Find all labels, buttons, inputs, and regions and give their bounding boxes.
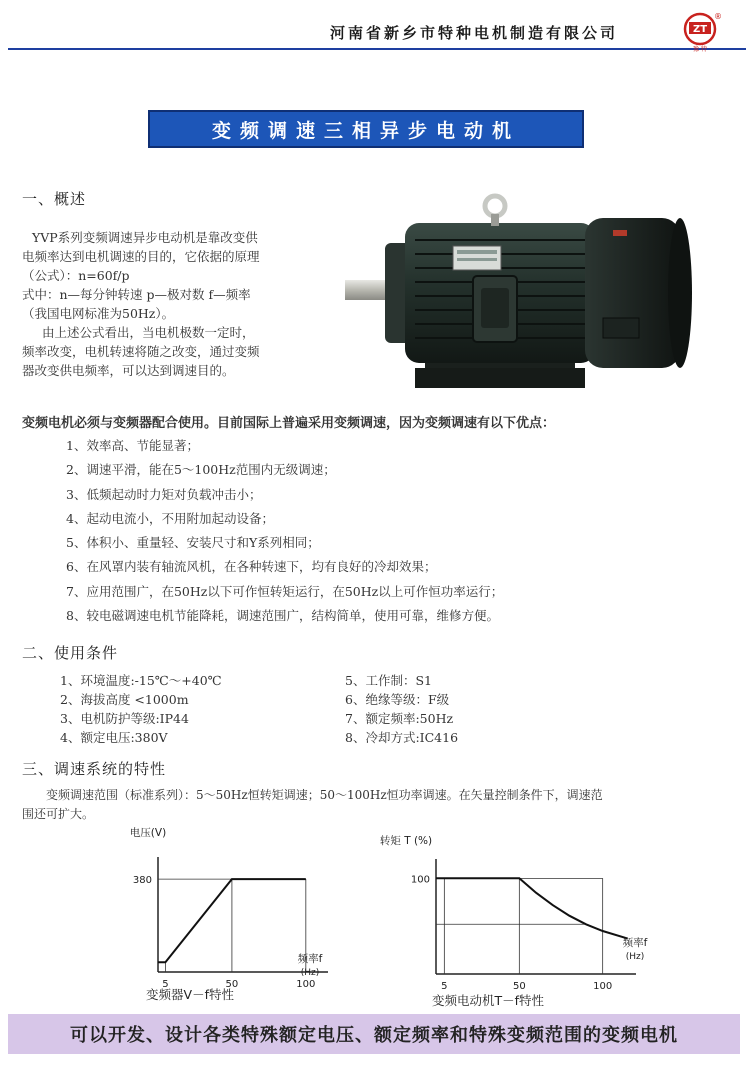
speed-range-text [22,786,603,824]
advantages-list [66,436,503,630]
condition-item: 8、冷却方式:IC416 [345,730,459,745]
overview-paragraph [22,228,260,380]
condition-item: 6、绝缘等级：F级 [345,692,450,707]
page-title: 变频调速三相异步电动机 [211,119,520,142]
section2-heading: 二、使用条件 [22,644,119,662]
overview-line: 电频率达到电机调速的目的，它依据的原理 [22,249,260,264]
title-banner [148,110,584,148]
list-item: 1、效率高、节能显著； [66,438,199,453]
x-axis-unit: (Hz) [300,968,320,978]
list-item: 4、起动电流小，不用附加起动设备； [66,510,274,526]
condition-item: 1、环境温度:-15℃～+40℃ [60,673,222,688]
x-tick-label: 100 [593,981,613,992]
registered-mark: ® [714,12,722,21]
section1-heading: 一、概述 [22,190,87,208]
condition-item: 3、电机防护等级:IP44 [60,711,189,726]
y-axis-label: 电压(V) [129,827,167,839]
x-axis-unit: (Hz) [625,952,645,962]
speed-range-line: 变频调速范围（标准系列）：5～50Hz恒转矩调速；50～100Hz恒功率调速。在矢量控制条件下，调速范 [46,788,603,802]
x-tick-label: 5 [162,979,169,990]
tf-chart [360,826,690,1011]
overview-line: 频率改变，电机转速将随之改变，通过变频 [22,344,260,359]
vf-chart [90,822,360,1007]
x-axis-label: 频率f [297,953,323,965]
list-item: 2、调速平滑，能在5～100Hz范围内无级调速； [66,462,336,478]
chart-title: 变频电动机T－f特性 [431,993,545,1008]
overview-line: （公式）：n=60f/p [22,268,130,283]
conditions-right [345,671,458,747]
condition-item: 7、额定频率:50Hz [345,711,454,726]
list-item: 7、应用范围广，在50Hz以下可作恒转矩运行，在50Hz以上可作恒功率运行； [66,583,504,599]
condition-item: 2、海拔高度 <1000m [60,692,189,707]
motor-photo [345,188,695,393]
x-tick-label: 100 [296,979,316,990]
footer-slogan: 可以开发、设计各类特殊额定电压、额定频率和特殊变频范围的变频电机 [70,1025,678,1046]
x-axis-label: 频率f [622,937,648,949]
overview-line: 式中：n—每分钟转速 p—极对数 f—频率 [22,287,251,302]
list-item: 6、在风罩内装有轴流风机，在各种转速下，均有良好的冷却效果； [66,559,437,575]
overview-line: 器改变供电频率，可以达到调速目的。 [22,363,235,378]
footer-banner [8,1014,740,1054]
list-item: 3、低频起动时力矩对负载冲击小； [66,486,262,502]
list-item: 8、较电磁调速电机节能降耗，调速范围广，结构简单，使用可靠，维修方便。 [66,608,499,624]
company-logo-icon [680,10,724,52]
x-tick-label: 50 [225,979,239,990]
series-line [436,878,628,938]
speed-range-line: 围还可扩大。 [22,807,95,821]
x-tick-label: 50 [512,981,526,992]
section3-heading: 三、调速系统的特性 [22,760,167,778]
condition-item: 4、额定电压:380V [60,730,168,745]
chart-title: 变频器V－f特性 [146,987,234,1002]
y-tick-label: 380 [132,875,152,887]
header-divider [8,48,746,50]
overview-line: 由上述公式看出，当电机极数一定时， [42,325,255,340]
condition-item: 5、工作制：S1 [345,673,432,688]
logo-caption: 豫 特 [693,46,707,52]
advantages-intro: 变频电机必须与变频器配合使用。目前国际上普遍采用变频调速，因为变频调速有以下优点： [22,416,556,431]
list-item: 5、体积小、重量轻、安装尺寸和Y系列相同； [66,535,320,551]
overview-line: YVP系列变频调速异步电动机是靠改变供 [32,230,258,245]
company-name: 河南省新乡市特种电机制造有限公司 [330,24,619,42]
logo-text: ZT [692,24,708,35]
overview-line: （我国电网标准为50Hz）。 [22,306,175,321]
x-tick-label: 5 [441,981,448,992]
conditions-left [60,671,222,747]
y-axis-label: 转矩 T (%) [379,835,433,847]
y-tick-label: 100 [410,874,430,886]
